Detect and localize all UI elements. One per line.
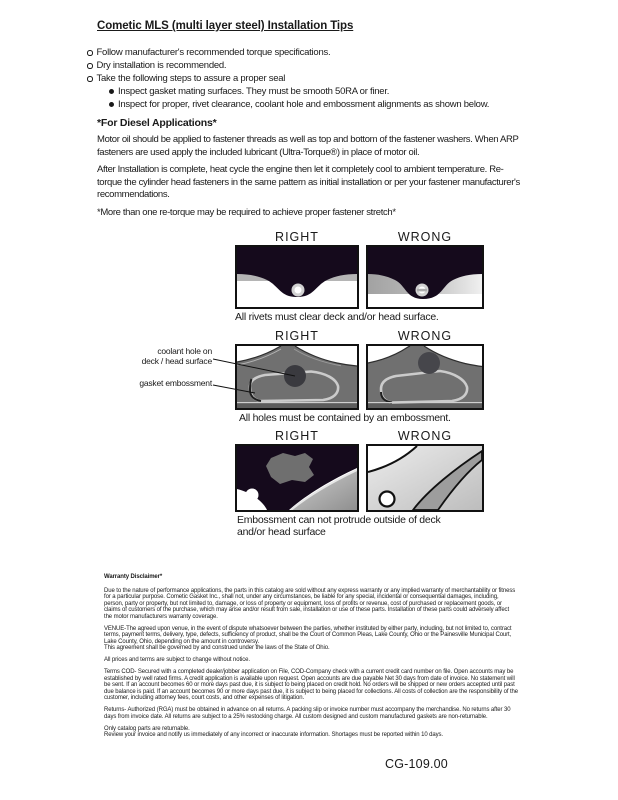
diesel-paragraph-2: After Installation is complete, heat cycle the engine then let it completely cool to ambient temperature. Re-torque the cylinder head fasteners in the same pattern as initial installation or per your fastener manufacturer's recommendations.: [97, 164, 520, 200]
filled-bullet-icon: [109, 102, 114, 107]
row2-caption: All holes must be contained by an embossment.: [239, 412, 451, 424]
tip-sub-item: [109, 98, 567, 111]
row3-right-label: RIGHT: [275, 429, 319, 443]
disclaimer-paragraph: Terms COD- Secured with a completed dealer/jobber application on File, COD-Company check with a current credit card number on file. Open accounts may be established by well rated firms. A credit application is available upon request. Open accounts are due payable Net 30 days from date of invoice. No statement will be sent. If an account becomes 60 or more days past due, it is subject to being placed on credit hold. No orders will be shipped or new orders accepted until past due balance is paid. If an account becomes 90 or more days past due, it is subject to being placed for collections. All costs of collection are the responsibility of the customer, including attorney fees, court costs, and other expenses of litigation.: [104, 669, 519, 701]
embossment-wrong-diagram: [366, 344, 484, 410]
rivet-clear-deck-icon: [237, 247, 357, 307]
deck-edge-right-diagram: [235, 444, 359, 512]
tips-list: [87, 46, 567, 111]
disclaimer-paragraph: Returns- Authorized (RGA) must be obtained in advance on all returns. A packing slip or invoice number must accompany the merchandise. No returns after 30 days from invoice date. All returns are subject to a 25% restocking charge. All custom designed and custom manufactured gaskets are non-returnable.: [104, 707, 511, 720]
row3-caption-line1: Embossment can not protrude outside of deck: [237, 514, 441, 526]
tip-item: [87, 59, 567, 72]
row1-caption: All rivets must clear deck and/or head surface.: [235, 311, 439, 323]
coolant-hole-callout-line1: coolant hole on: [157, 346, 212, 356]
tip-text: Take the following steps to assure a proper seal: [96, 73, 286, 84]
warranty-disclaimer: [104, 574, 518, 739]
diesel-paragraph-3: *More than one re-torque may be required to achieve proper fastener stretch*: [97, 207, 396, 218]
tip-item: [87, 72, 567, 85]
embossment-callout: gasket embossment: [139, 378, 212, 388]
deck-edge-wrong-diagram: [366, 444, 484, 512]
row3-caption: [237, 515, 467, 538]
row3-caption-line2: and/or head surface: [237, 525, 326, 538]
rivet-wrong-diagram: [366, 245, 484, 309]
tip-sub-item: [109, 85, 567, 98]
open-bullet-icon: [87, 63, 93, 69]
row1-right-label: RIGHT: [275, 230, 319, 244]
coolant-hole-callout: [114, 347, 212, 366]
tip-text: Dry installation is recommended.: [96, 60, 227, 71]
disclaimer-paragraph: Only catalog parts are returnable.: [104, 725, 190, 732]
open-bullet-icon: [87, 50, 93, 56]
embossment-inside-deck-icon: [237, 446, 357, 510]
row2-wrong-label: WRONG: [397, 329, 453, 343]
page-code: CG-109.00: [385, 757, 448, 771]
page-title: Cometic MLS (multi layer steel) Installation Tips: [97, 20, 354, 32]
rivet-hits-deck-icon: [368, 247, 482, 307]
embossment-outside-deck-icon: [368, 446, 482, 510]
hole-outside-embossment-icon: [368, 346, 482, 408]
disclaimer-paragraph: All prices and terms are subject to change without notice.: [104, 657, 250, 663]
hole-inside-embossment-icon: [237, 346, 357, 408]
row2-right-label: RIGHT: [275, 329, 319, 343]
disclaimer-paragraph: Review your invoice and notify us immediately of any incorrect or inaccurate information. Shortages must be reported within 10 days.: [104, 732, 443, 738]
disclaimer-heading: Warranty Disclaimer*: [104, 574, 163, 580]
tip-text: Inspect for proper, rivet clearance, coolant hole and embossment alignments as shown below.: [118, 99, 490, 110]
rivet-right-diagram: [235, 245, 359, 309]
disclaimer-paragraph: This agreement shall be governed by and construed under the laws of the State of Ohio.: [104, 645, 330, 651]
coolant-hole-callout-line2: deck / head surface: [141, 355, 212, 366]
disclaimer-paragraph: Due to the nature of performance applications, the parts in this catalog are sold without any express warranty or any implied warranty of merchantability or fitness for a particular purpose. Cometic Gasket Inc., shall not, under any circumstances, be liable for any special, incidental or consequential damages, including, person, party or property, but not limited to, damage, or loss of property or equipment, loss of profits or revenue, cost of purchased or replacement goods, or claims of customers of the purchase, which may arise and/or result from sale, installation or use of these parts. Installation of these parts could adversely affect the motor manufacturers warranty coverage.: [104, 587, 516, 620]
row1-wrong-label: WRONG: [397, 230, 453, 244]
tip-item: [87, 46, 567, 59]
embossment-right-diagram: [235, 344, 359, 410]
tip-text: Follow manufacturer's recommended torque specifications.: [96, 47, 331, 58]
filled-bullet-icon: [109, 89, 114, 94]
open-bullet-icon: [87, 76, 93, 82]
disclaimer-paragraph: VENUE-The agreed upon venue, in the event of dispute whatsoever between the parties, whether instituted by either party, including, but not limited to, contract terms, payment terms, delivery, type, defects, sufficiency of product, shall be the Court of Common Pleas, Lake County, Ohio or the Painesville Municipal Court, Lake County, Ohio, depending on the amount in controversy.: [104, 625, 512, 645]
diesel-heading: *For Diesel Applications*: [97, 117, 217, 129]
tip-text: Inspect gasket mating surfaces. They must be smooth 50RA or finer.: [118, 86, 390, 97]
diesel-paragraph-1: Motor oil should be applied to fastener threads as well as top and bottom of the fastener washers. When ARP fasteners are used apply the included lubricant (Ultra-Torque®) in place of motor oil.: [97, 134, 519, 158]
row3-wrong-label: WRONG: [397, 429, 453, 443]
